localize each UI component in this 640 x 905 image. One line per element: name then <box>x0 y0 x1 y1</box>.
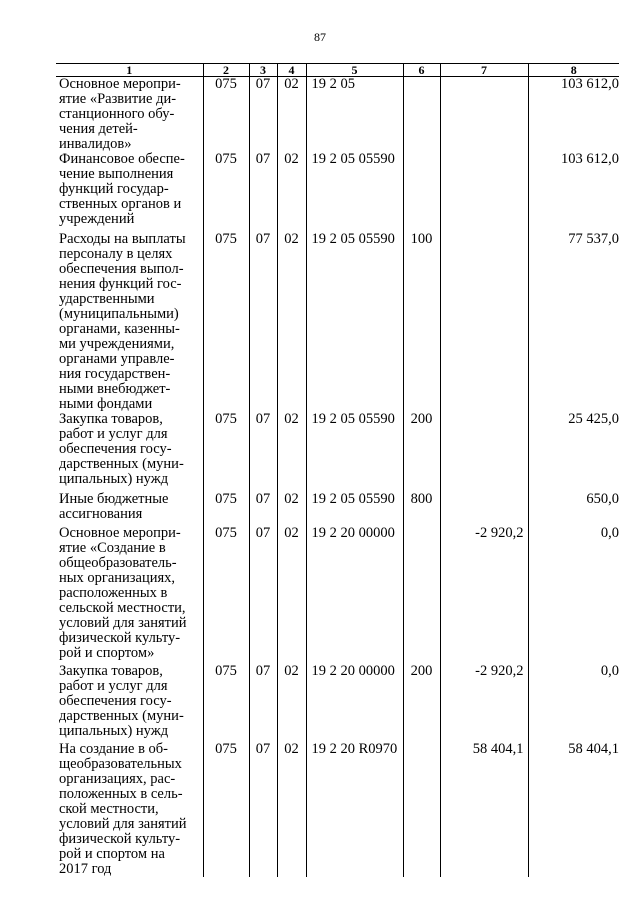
row-description <box>56 77 203 153</box>
section-code: 07 <box>249 742 277 877</box>
column-header-1: 1 <box>56 64 203 77</box>
expense-type-code: 200 <box>403 664 440 742</box>
total-amount: 25 425,0 <box>528 412 619 492</box>
description-line: ятие «Создание в <box>59 540 166 556</box>
section-code: 07 <box>249 77 277 153</box>
subsection-code: 02 <box>277 664 306 742</box>
description-line: Закупка товаров, <box>59 411 163 427</box>
section-code: 07 <box>249 232 277 412</box>
description-line: ными фондами <box>59 396 153 412</box>
description-line: органами, казенны- <box>59 321 180 337</box>
section-code: 07 <box>249 492 277 526</box>
description-line: ния государствен- <box>59 366 171 382</box>
description-line: ми учреждениями, <box>59 336 175 352</box>
column-header-5: 5 <box>306 64 403 77</box>
target-article-code: 19 2 05 <box>306 77 403 153</box>
description-line: учреждений <box>59 211 135 227</box>
change-amount <box>440 152 528 232</box>
change-amount: -2 920,2 <box>440 526 528 664</box>
column-header-2: 2 <box>203 64 249 77</box>
description-line: (муниципальными) <box>59 306 179 322</box>
expense-type-code <box>403 742 440 877</box>
column-header-7: 7 <box>440 64 528 77</box>
description-line: станционного обу- <box>59 106 175 122</box>
description-line: обеспечения выпол- <box>59 261 184 277</box>
section-code: 07 <box>249 664 277 742</box>
table-row <box>56 152 619 232</box>
section-code: 07 <box>249 412 277 492</box>
description-line: условий для занятий <box>59 816 187 832</box>
section-code: 07 <box>249 526 277 664</box>
expense-type-code <box>403 77 440 153</box>
target-article-code: 19 2 05 05590 <box>306 412 403 492</box>
description-line: организациях, рас- <box>59 771 176 787</box>
header-row <box>56 64 619 77</box>
description-line: физической культу- <box>59 630 181 646</box>
description-line: физической культу- <box>59 831 181 847</box>
subsection-code: 02 <box>277 412 306 492</box>
description-line: органами управле- <box>59 351 175 367</box>
column-header-8: 8 <box>528 64 619 77</box>
subsection-code: 02 <box>277 77 306 153</box>
description-line: ассигнования <box>59 506 143 522</box>
description-line: Основное меропри- <box>59 76 181 92</box>
description-line: чение выполнения <box>59 166 174 182</box>
description-line: На создание в об- <box>59 741 169 757</box>
description-line: Финансовое обеспе- <box>59 151 185 167</box>
subsection-code: 02 <box>277 492 306 526</box>
description-line: ных организациях, <box>59 570 176 586</box>
table-row <box>56 77 619 153</box>
table-body <box>56 77 619 878</box>
column-header-3: 3 <box>249 64 277 77</box>
total-amount: 650,0 <box>528 492 619 526</box>
row-description <box>56 232 203 412</box>
expense-type-code: 800 <box>403 492 440 526</box>
description-line: работ и услуг для <box>59 678 168 694</box>
target-article-code: 19 2 20 R0970 <box>306 742 403 877</box>
change-amount: -2 920,2 <box>440 664 528 742</box>
total-amount: 77 537,0 <box>528 232 619 412</box>
description-line: Основное меропри- <box>59 525 181 541</box>
change-amount <box>440 492 528 526</box>
expense-type-code: 100 <box>403 232 440 412</box>
row-description <box>56 664 203 742</box>
target-article-code: 19 2 05 05590 <box>306 232 403 412</box>
total-amount: 58 404,1 <box>528 742 619 877</box>
table-row <box>56 492 619 526</box>
target-article-code: 19 2 05 05590 <box>306 152 403 232</box>
description-line: сельской местности, <box>59 600 186 616</box>
ministry-code: 075 <box>203 526 249 664</box>
section-code: 07 <box>249 152 277 232</box>
target-article-code: 19 2 20 00000 <box>306 664 403 742</box>
description-line: обеспечения госу- <box>59 693 172 709</box>
table-row <box>56 664 619 742</box>
description-line: положенных в сель- <box>59 786 183 802</box>
column-header-6: 6 <box>403 64 440 77</box>
description-line: нения функций гос- <box>59 276 182 292</box>
expense-type-code <box>403 152 440 232</box>
description-line: обеспечения госу- <box>59 441 172 457</box>
change-amount <box>440 412 528 492</box>
description-line: ской местности, <box>59 801 159 817</box>
description-line: щеобразовательных <box>59 756 182 772</box>
description-line: рой и спортом на <box>59 846 165 862</box>
description-line: ственных органов и <box>59 196 182 212</box>
ministry-code: 075 <box>203 492 249 526</box>
row-description <box>56 412 203 492</box>
budget-table <box>56 63 619 877</box>
table-row <box>56 232 619 412</box>
change-amount <box>440 232 528 412</box>
change-amount: 58 404,1 <box>440 742 528 877</box>
description-line: Расходы на выплаты <box>59 231 186 247</box>
ministry-code: 075 <box>203 77 249 153</box>
total-amount: 103 612,0 <box>528 152 619 232</box>
ministry-code: 075 <box>203 664 249 742</box>
row-description <box>56 152 203 232</box>
description-line: работ и услуг для <box>59 426 168 442</box>
description-line: персоналу в целях <box>59 246 173 262</box>
table-row <box>56 742 619 877</box>
subsection-code: 02 <box>277 526 306 664</box>
ministry-code: 075 <box>203 152 249 232</box>
target-article-code: 19 2 20 00000 <box>306 526 403 664</box>
total-amount: 0,0 <box>528 664 619 742</box>
description-line: дарственных (муни- <box>59 708 184 724</box>
ministry-code: 075 <box>203 412 249 492</box>
row-description <box>56 526 203 664</box>
subsection-code: 02 <box>277 232 306 412</box>
target-article-code: 19 2 05 05590 <box>306 492 403 526</box>
row-description <box>56 742 203 877</box>
description-line: общеобразователь- <box>59 555 177 571</box>
page-number: 87 <box>314 30 326 44</box>
description-line: Закупка товаров, <box>59 663 163 679</box>
description-line: чения детей- <box>59 121 138 137</box>
total-amount: 0,0 <box>528 526 619 664</box>
description-line: Иные бюджетные <box>59 491 169 507</box>
ministry-code: 075 <box>203 232 249 412</box>
table-row <box>56 526 619 664</box>
description-line: условий для занятий <box>59 615 187 631</box>
description-line: инвалидов» <box>59 136 132 152</box>
total-amount: 103 612,0 <box>528 77 619 153</box>
description-line: ципальных) нужд <box>59 471 169 487</box>
ministry-code: 075 <box>203 742 249 877</box>
description-line: ятие «Развитие ди- <box>59 91 177 107</box>
description-line: ными внебюджет- <box>59 381 171 397</box>
change-amount <box>440 77 528 153</box>
description-line: ударственными <box>59 291 155 307</box>
description-line: рой и спортом» <box>59 645 155 661</box>
description-line: функций государ- <box>59 181 169 197</box>
description-line: дарственных (муни- <box>59 456 184 472</box>
subsection-code: 02 <box>277 742 306 877</box>
row-description <box>56 492 203 526</box>
description-line: ципальных) нужд <box>59 723 169 739</box>
expense-type-code: 200 <box>403 412 440 492</box>
description-line: 2017 год <box>59 861 112 877</box>
table-row <box>56 412 619 492</box>
expense-type-code <box>403 526 440 664</box>
subsection-code: 02 <box>277 152 306 232</box>
column-header-4: 4 <box>277 64 306 77</box>
description-line: расположенных в <box>59 585 168 601</box>
